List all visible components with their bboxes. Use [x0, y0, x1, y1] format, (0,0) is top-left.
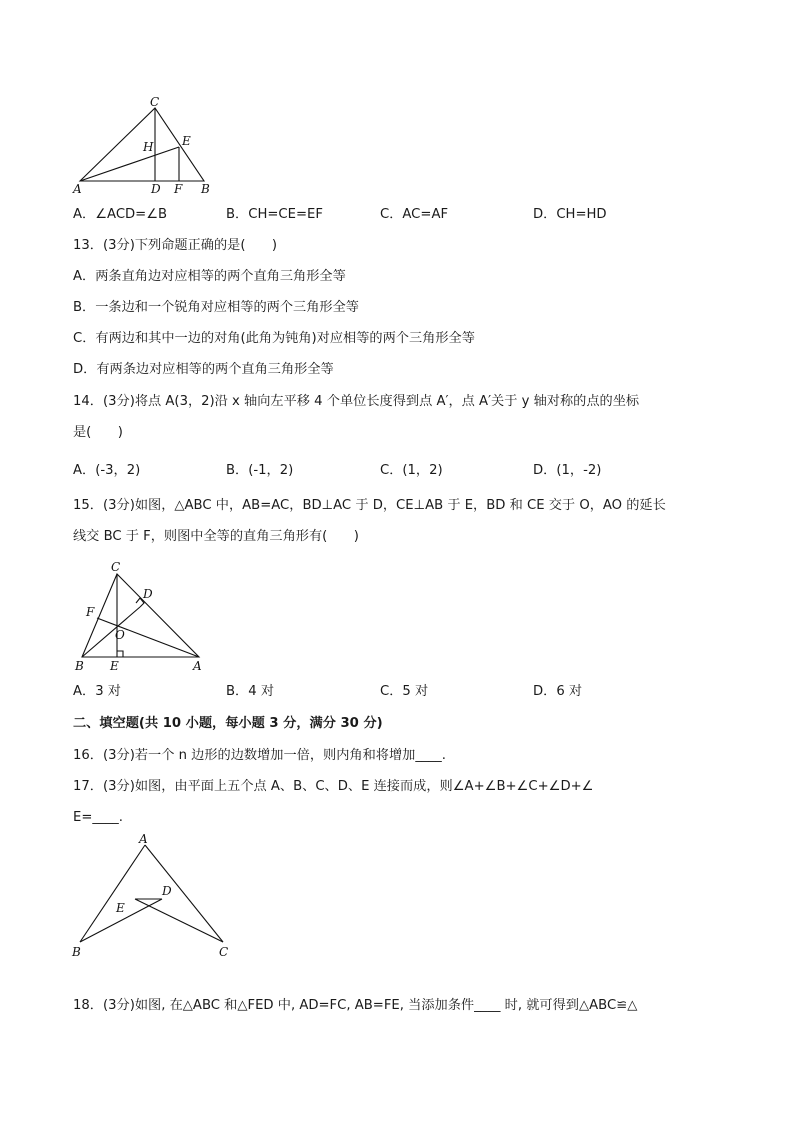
q15-stem-line2: 线交 BC 于 F，则图中全等的直角三角形有( ) [73, 529, 359, 544]
q17-label-b: B [72, 945, 81, 959]
q17-segment-ab [80, 845, 145, 942]
q12-option-a: A．∠ACD=∠B [73, 207, 168, 222]
q14-option-a: A．(-3，2) [73, 463, 141, 478]
q17-label-e: E [116, 901, 125, 915]
q15-option-d: D．6 对 [533, 684, 583, 699]
q15-label-f: F [86, 605, 95, 619]
q15-option-a: A．3 对 [73, 684, 121, 699]
q12-option-c: C．AC=AF [380, 207, 449, 222]
q15-option-c: C．5 对 [380, 684, 429, 699]
q14-option-c: C．(1，2) [380, 463, 443, 478]
q12-label-d: D [151, 182, 161, 196]
q12-label-f: F [174, 182, 183, 196]
q13-option-a: A．两条直角边对应相等的两个直角三角形全等 [73, 269, 346, 284]
section-2-title: 二、填空题(共 10 小题，每小题 3 分，满分 30 分) [73, 716, 383, 731]
q17-label-a: A [139, 832, 148, 846]
q12-label-h: H [143, 140, 154, 154]
q17-label-c: C [219, 945, 229, 959]
q12-option-d: D．CH=HD [533, 207, 607, 222]
q17-segment-ac [145, 845, 223, 942]
q15-label-b: B [75, 659, 84, 673]
q13-stem: 13．(3分)下列命题正确的是( ) [73, 238, 277, 253]
q14-stem-line1: 14．(3分)将点 A(3，2)沿 x 轴向左平移 4 个单位长度得到点 A′，点 A′关于 y 轴对称的点的坐标 [73, 394, 640, 409]
q15-option-b: B．4 对 [226, 684, 275, 699]
q17-stem-line2: E=____. [73, 810, 123, 825]
q14-option-b: B．(-1，2) [226, 463, 294, 478]
q13-option-c: C．有两边和其中一边的对角(此角为钝角)对应相等的两个三角形全等 [73, 331, 475, 346]
q15-stem-line1: 15．(3分)如图，△ABC 中，AB=AC，BD⊥AC 于 D，CE⊥AB 于 E，BD 和 CE 交于 O，AO 的延长 [73, 498, 666, 513]
q15-label-o: O [115, 628, 125, 642]
q13-option-b: B．一条边和一个锐角对应相等的两个三角形全等 [73, 300, 359, 315]
q12-label-e: E [182, 134, 191, 148]
q17-stem-line1: 17．(3分)如图，由平面上五个点 A、B、C、D、E 连接而成，则∠A+∠B+∠C+∠D+∠ [73, 779, 594, 794]
q17-segment-ce [135, 899, 223, 942]
q15-label-c: C [111, 560, 121, 574]
q14-option-d: D．(1，-2) [533, 463, 602, 478]
q15-label-a: A [193, 659, 202, 673]
q12-label-a: A [73, 182, 82, 196]
q15-label-d: D [143, 587, 153, 601]
q12-option-b: B．CH=CE=EF [226, 207, 323, 222]
q12-label-c: C [150, 95, 160, 109]
q14-stem-line2: 是( ) [73, 425, 123, 440]
q18-stem: 18．(3分)如图, 在△ABC 和△FED 中, AD=FC, AB=FE, 当添加条件____ 时, 就可得到△ABC≌△ [73, 998, 638, 1013]
q17-label-d: D [162, 884, 172, 898]
q16-stem: 16．(3分)若一个 n 边形的边数增加一倍，则内角和将增加____. [73, 748, 446, 763]
q12-label-b: B [201, 182, 210, 196]
q13-option-d: D．有两条边对应相等的两个直角三角形全等 [73, 362, 334, 377]
q15-label-e: E [110, 659, 119, 673]
